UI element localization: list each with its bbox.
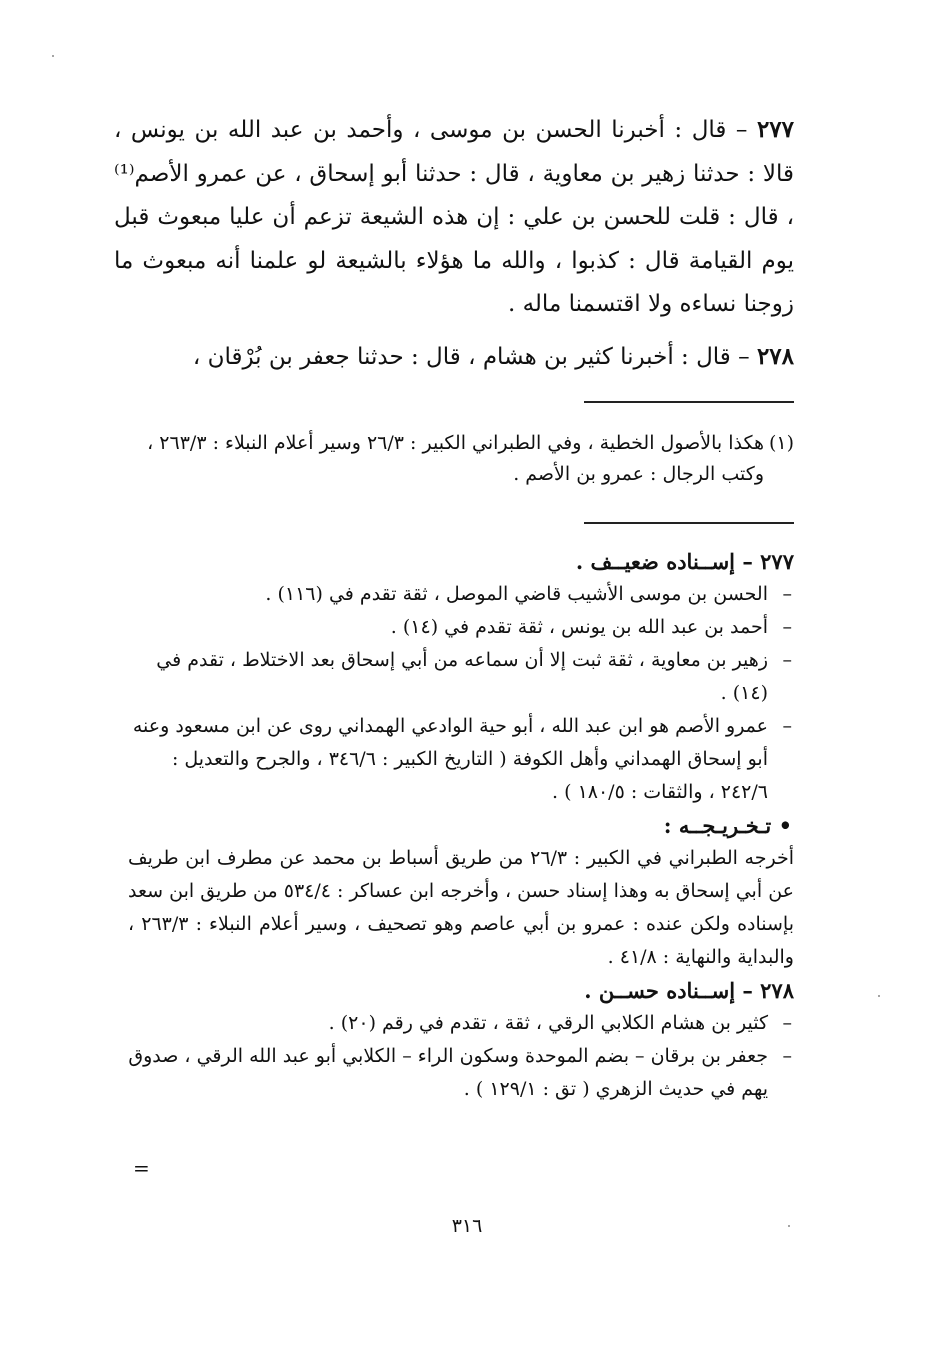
- commentary-separator: [584, 522, 794, 524]
- scan-speck: [878, 995, 880, 997]
- page-number: ٣١٦: [451, 1215, 483, 1237]
- narrator-list-278: [128, 1007, 794, 1106]
- hadith-number: ٢٧٧: [756, 116, 794, 143]
- narrator-item: – الحسن بن موسى الأشيب قاضي الموصل ، ثقة تقدم في (١١٦) .: [128, 578, 794, 611]
- hadith-277: [114, 108, 794, 327]
- hadith-278: [114, 335, 794, 380]
- footnote: [114, 428, 794, 490]
- takhrij-text: أخرجه الطبراني في الكبير : ٢٦/٣ من طريق أسباط بن محمد عن مطرف ابن طريف عن أبي إسحاق به وهذا إسناد حسن ، وأخرجه ابن عساكر : ٥٣٤/٤ من طريق ابن سعد بإسناده ولكن عنده : عمرو بن أبي عاصم وهو تصحيف ، وسير أعلام النبلاء : ٢٦٣/٣ ، والبداية والنهاية : ٤١/٨ .: [128, 847, 794, 968]
- narrator-item: – جعفر بن برقان – بضم الموحدة وسكون الراء – الكلابي أبو عبد الله الرقي ، صدوق يهم في حديث الزهري ( تق : ١٢٩/١ ) .: [128, 1040, 794, 1106]
- scan-speck: [52, 55, 54, 57]
- commentary-heading-278: ٢٧٨ – إســناده حســن .: [584, 978, 794, 1003]
- narrator-item: – كثير بن هشام الكلابي الرقي ، ثقة ، تقدم في رقم (٢٠) .: [128, 1007, 794, 1040]
- hadith-text-block: [114, 108, 794, 387]
- footnote-text: هكذا بالأصول الخطية ، وفي الطبراني الكبير : ٢٦/٣ وسير أعلام النبلاء : ٢٦٣/٣ ، وكتب الرجال : عمرو بن الأصم .: [147, 432, 764, 485]
- hadith-number: ٢٧٨: [756, 342, 794, 370]
- scan-speck: [788, 1225, 790, 1227]
- hadith-text: – قال : أخبرنا الحسن بن موسى ، وأحمد بن عبد الله بن يونس ، قالا : حدثنا زهير بن معاوية ، قال : حدثنا أبو إسحاق ، عن عمرو الأصم⁽¹⁾ ، قال : قلت للحسن بن علي : إن هذه الشيعة تزعم أن عليا مبعوث قبل يوم القيامة قال : كذبوا ، والله ما هؤلاء بالشيعة لو علمنا أنه مبعوث ما زوجنا نساءه ولا اقتسمنا ماله .: [114, 117, 794, 317]
- footnote-marker: (١): [768, 432, 794, 454]
- narrator-item: – زهير بن معاوية ، ثقة ثبت إلا أن سماعه من أبي إسحاق بعد الاختلاط ، تقدم في (١٤) .: [128, 644, 794, 710]
- takhrij-heading: • تـخـريـجــه :: [663, 813, 792, 838]
- commentary-heading-277: ٢٧٧ – إســناده ضعيــف .: [575, 549, 794, 574]
- commentary-block: [128, 545, 794, 1106]
- narrator-item: – أحمد بن عبد الله بن يونس ، ثقة تقدم في (١٤) .: [128, 611, 794, 644]
- hadith-text: – قال : أخبرنا كثير بن هشام ، قال : حدثنا جعفر بن بُرْقان ،: [192, 343, 757, 370]
- narrator-item: – عمرو الأصم هو ابن عبد الله ، أبو حية الوادعي الهمداني روى عن ابن مسعود وعنه أبو إسحاق الهمداني وأهل الكوفة ( التاريخ الكبير : ٣٤٦/٦ ، والجرح والتعديل : ٢٤٢/٦ ، والثقات : ١٨٠/٥ ) .: [128, 710, 794, 809]
- continuation-mark: =: [133, 1156, 150, 1180]
- narrator-list-277: [128, 578, 794, 809]
- footnote-separator: [584, 401, 794, 403]
